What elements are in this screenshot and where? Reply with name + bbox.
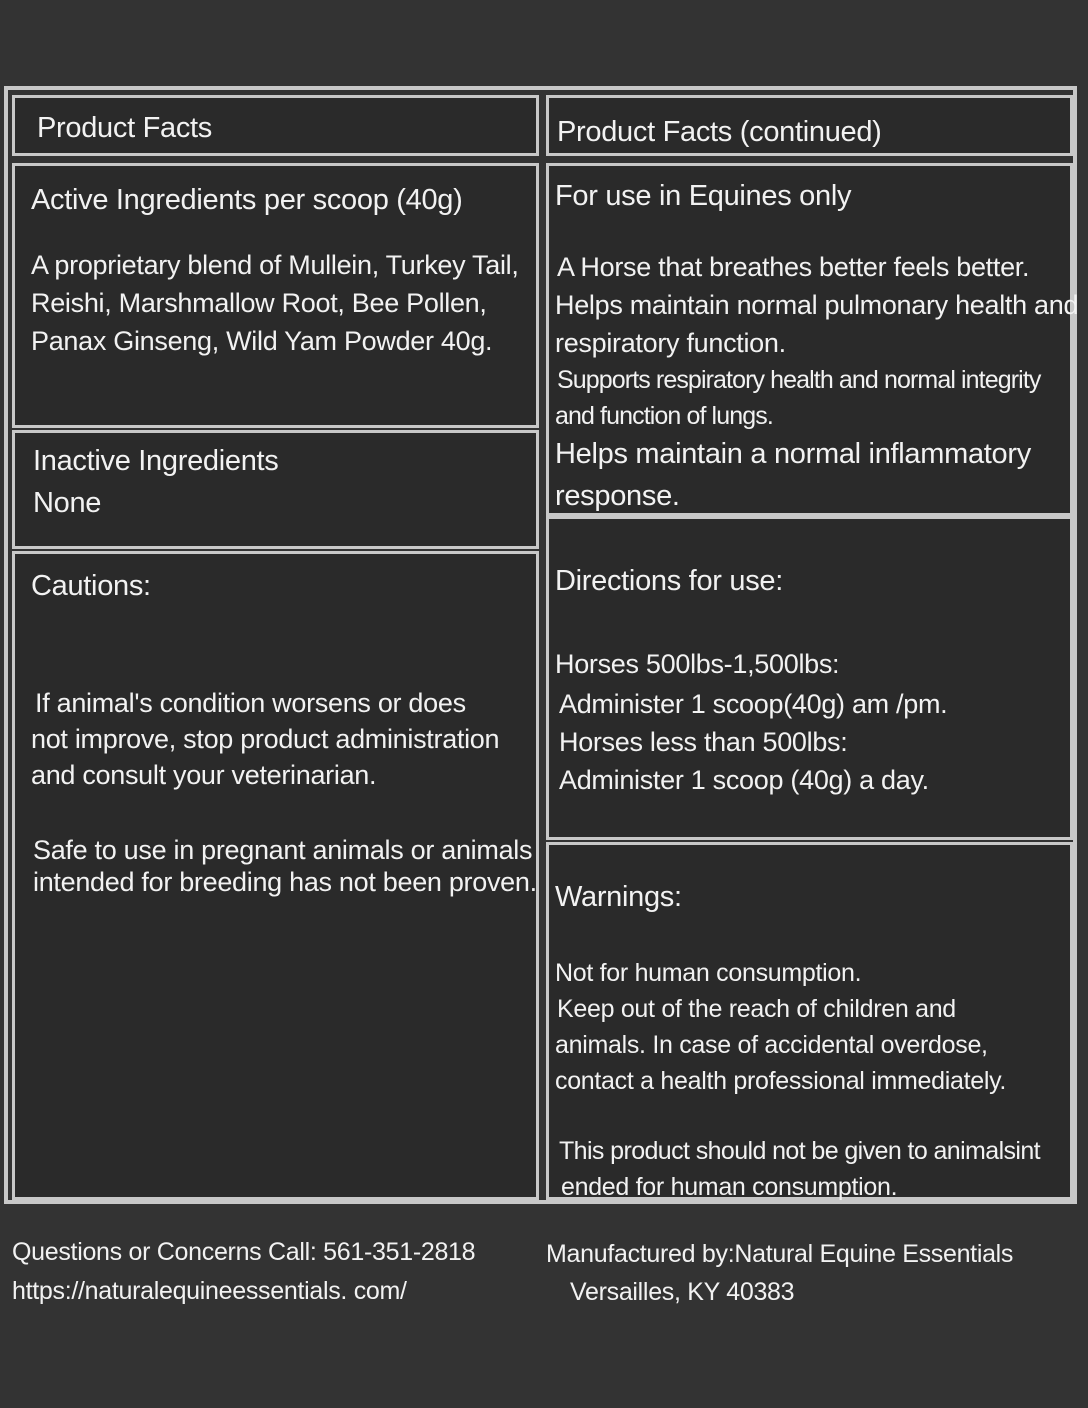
- warnings-line: ended for human consumption.: [561, 1173, 898, 1201]
- equine-use-title: For use in Equines only: [555, 180, 852, 212]
- right-header-title: Product Facts (continued): [557, 116, 882, 148]
- inactive-ingredients-box: [12, 430, 539, 549]
- active-ingredients-line: Panax Ginseng, Wild Yam Powder 40g.: [31, 326, 493, 356]
- directions-box: [546, 516, 1073, 840]
- equine-use-line: response.: [555, 480, 680, 512]
- directions-line: Administer 1 scoop (40g) a day.: [559, 765, 929, 795]
- equine-use-line: A Horse that breathes better feels better.: [557, 252, 1030, 282]
- warnings-line: This product should not be given to animalsint: [559, 1137, 1041, 1165]
- equine-use-line: and function of lungs.: [555, 402, 773, 430]
- cautions-line: not improve, stop product administration: [31, 724, 500, 754]
- equine-use-line: Helps maintain a normal inflammatory: [555, 438, 1031, 470]
- active-ingredients-line: Reishi, Marshmallow Root, Bee Pollen,: [31, 288, 487, 318]
- inactive-ingredients-value: None: [33, 487, 102, 519]
- equine-use-line: Helps maintain normal pulmonary health and: [555, 290, 1079, 320]
- left-header-box: [12, 95, 539, 156]
- cautions-line: intended for breeding has not been proven.: [33, 867, 537, 897]
- cautions-box: [12, 551, 539, 1200]
- right-header-box: [546, 95, 1073, 156]
- contact-phone: Questions or Concerns Call: 561-351-2818: [12, 1238, 476, 1266]
- equine-use-line: Supports respiratory health and normal integrity: [557, 366, 1041, 394]
- equine-use-box: [546, 163, 1079, 516]
- active-ingredients-title: Active Ingredients per scoop (40g): [31, 184, 463, 216]
- warnings-line: animals. In case of accidental overdose,: [555, 1031, 988, 1059]
- warnings-box: [546, 842, 1073, 1200]
- manufacturer-address: Versailles, KY 40383: [570, 1278, 795, 1306]
- directions-title: Directions for use:: [555, 565, 783, 597]
- warnings-line: Not for human consumption.: [555, 959, 862, 987]
- warnings-line: contact a health professional immediately.: [555, 1067, 1007, 1095]
- warnings-line: Keep out of the reach of children and: [557, 995, 956, 1023]
- directions-line: Administer 1 scoop(40g) am /pm.: [559, 689, 948, 719]
- website-link[interactable]: https://naturalequineessentials. com/: [12, 1277, 407, 1305]
- cautions-line: and consult your veterinarian.: [31, 760, 377, 790]
- cautions-line: If animal's condition worsens or does: [35, 688, 466, 718]
- active-ingredients-box: [12, 163, 539, 428]
- active-ingredients-line: A proprietary blend of Mullein, Turkey Tail,: [31, 250, 519, 280]
- equine-use-line: respiratory function.: [555, 328, 786, 358]
- cautions-line: Safe to use in pregnant animals or animals: [33, 835, 533, 865]
- directions-line: Horses 500lbs-1,500lbs:: [555, 649, 840, 679]
- directions-line: Horses less than 500lbs:: [559, 727, 848, 757]
- warnings-title: Warnings:: [555, 881, 682, 913]
- cautions-title: Cautions:: [31, 570, 151, 602]
- inactive-ingredients-title: Inactive Ingredients: [33, 445, 279, 477]
- manufacturer: Manufactured by:Natural Equine Essentials: [546, 1240, 1014, 1268]
- left-header-title: Product Facts: [37, 112, 212, 144]
